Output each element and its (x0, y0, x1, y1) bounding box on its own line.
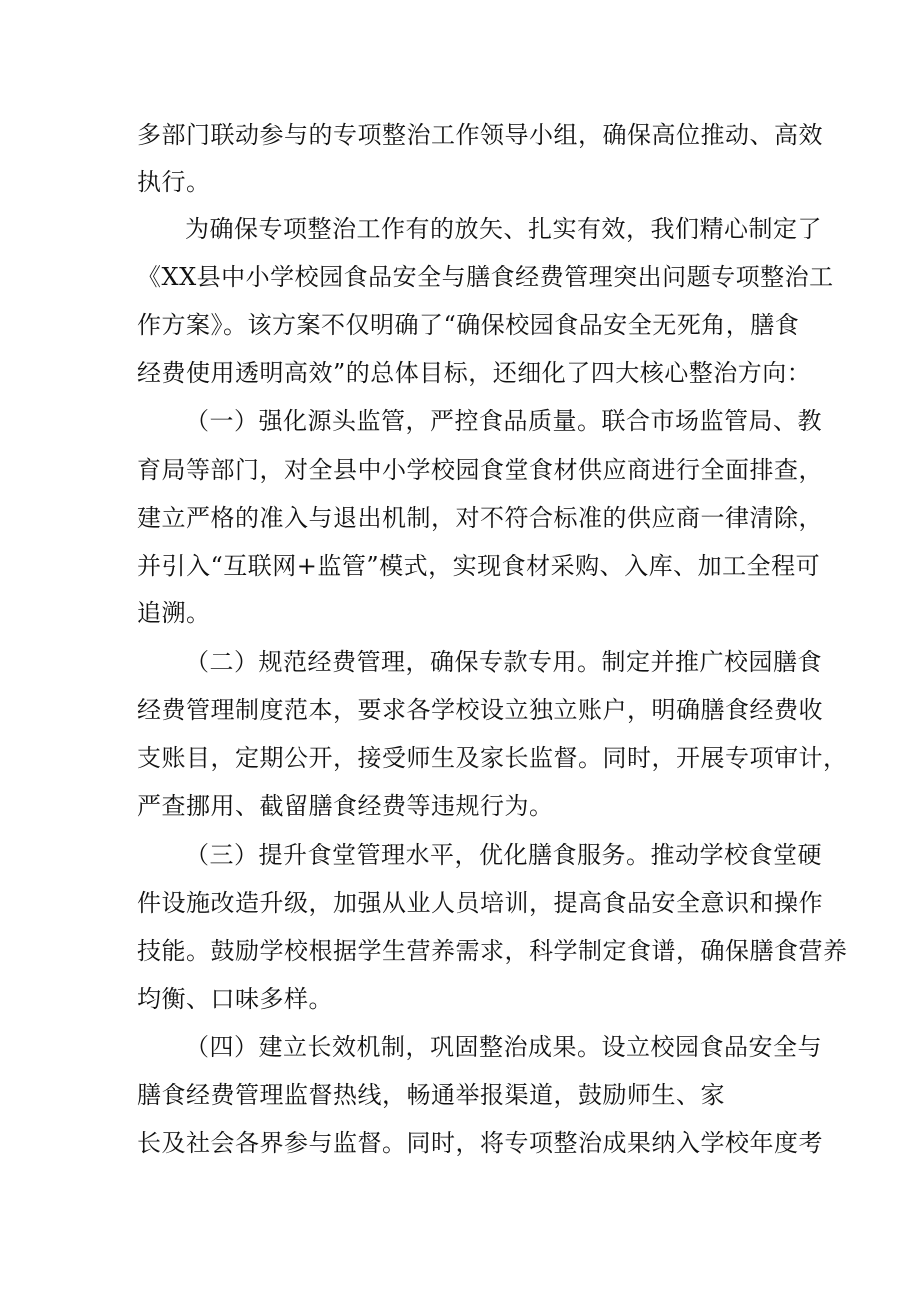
text-line-18: 技能。鼓励学校根据学生营养需求，科学制定食谱，确保膳食营养 (137, 937, 848, 965)
text-line-13: 经费管理制度范本，要求各学校设立独立账户，明确膳食经费收 (137, 696, 823, 724)
text-line-8: 育局等部门，对全县中小学校园食堂食材供应商进行全面排查， (137, 456, 823, 484)
text-line-16: （三）提升食堂管理水平，优化膳食服务。推动学校食堂硬 (185, 841, 822, 869)
text-line-17: 件设施改造升级，加强从业人员培训，提高食品安全意识和操作 (137, 889, 823, 917)
text-line-1: 多部门联动参与的专项整治工作领导小组，确保高位推动、高效 (137, 121, 823, 149)
text-line-14: 支账目，定期公开，接受师生及家长监督。同时，开展专项审计， (137, 744, 848, 772)
text-line-12: （二）规范经费管理，确保专款专用。制定并推广校园膳食 (185, 648, 822, 676)
text-line-7: （一）强化源头监管，严控食品质量。联合市场监管局、教 (185, 407, 822, 435)
text-line-6: 经费使用透明高效”的总体目标，还细化了四大核心整治方向： (137, 359, 812, 387)
text-line-5: 作方案》。该方案不仅明确了“确保校园食品安全无死角，膳食 (137, 311, 800, 339)
text-line-11: 追溯。 (137, 599, 211, 627)
text-line-20: （四）建立长效机制，巩固整治成果。设立校园食品安全与 (185, 1033, 822, 1061)
text-line-10: 并引入“互联网+监管”模式，实现食材采购、入库、加工全程可 (137, 552, 821, 580)
text-line-22: 长及社会各界参与监督。同时，将专项整治成果纳入学校年度考 (137, 1129, 823, 1157)
text-line-3: 为确保专项整治工作有的放矢、扎实有效，我们精心制定了 (185, 215, 822, 243)
text-line-19: 均衡、口味多样。 (137, 985, 333, 1013)
text-line-21: 膳食经费管理监督热线，畅通举报渠道，鼓励师生、家 (137, 1081, 725, 1109)
text-line-2: 执行。 (137, 168, 211, 196)
text-line-4: 《XX县中小学校园食品安全与膳食经费管理突出问题专项整治工 (137, 263, 834, 291)
text-line-9: 建立严格的准入与退出机制，对不符合标准的供应商一律清除， (137, 504, 823, 532)
text-line-15: 严查挪用、截留膳食经费等违规行为。 (137, 792, 554, 820)
